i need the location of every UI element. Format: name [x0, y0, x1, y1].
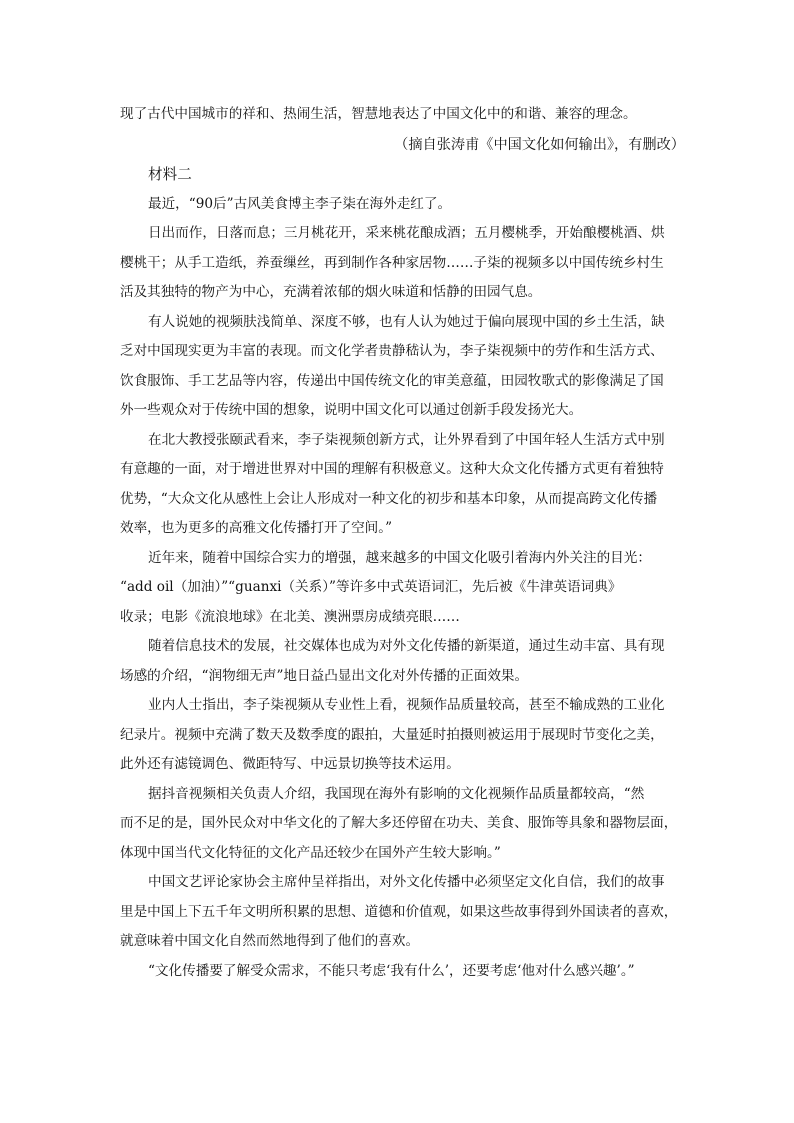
paragraph-line: 中国文艺评论家协会主席仲呈祥指出，对外文化传播中必须坚定文化自信，我们的故事	[148, 874, 665, 890]
paragraph-line: 业内人士指出，李子柒视频从专业性上看，视频作品质量较高，甚至不输成熟的工业化	[148, 697, 665, 713]
paragraph-line: 在北大教授张颐武看来，李子柒视频创新方式，让外界看到了中国年轻人生活方式中别	[148, 431, 665, 448]
paragraph-line: 此外还有滤镜调色、微距特写、中远景切换等技术运用。	[120, 756, 460, 772]
paragraph-line: 有意趣的一面，对于增进世界对中国的理解有积极意义。这种大众文化传播方式更有着独特	[120, 461, 664, 477]
paragraph-line: 活及其独特的物产为中心，充满着浓郁的烟火味道和恬静的田园气息。	[120, 284, 542, 300]
paragraph	[120, 426, 685, 544]
paragraph-line: 日出而作，日落而息；三月桃花开，采来桃花酿成酒；五月樱桃季，开始酿樱桃酒、烘	[148, 225, 665, 241]
source-citation: （摘自张涛甫《中国文化如何输出》，有删改）	[394, 136, 685, 153]
paragraph-line: 近年来，随着中国综合实力的增强，越来越多的中国文化吸引着海内外关注的目光：	[148, 549, 651, 566]
paragraph-line: 饮食服饰、手工艺品等内容，传递出中国传统文化的审美意蕴，田园牧歌式的影像满足了国	[120, 372, 664, 389]
paragraph-line: 外一些观众对于传统中国的想象，说明中国文化可以通过创新手段发扬光大。	[120, 402, 583, 418]
paragraph-line: 体现中国当代文化特征的文化产品还较少在国外产生较大影响。”	[120, 844, 501, 861]
paragraph	[120, 780, 685, 869]
paragraph-line: 樱桃干；从手工造纸，养蚕缫丝，再到制作各种家居物……子柒的视频多以中国传统乡村生	[120, 254, 664, 271]
paragraph-line: 效率，也为更多的高雅文化传播打开了空间。”	[120, 520, 393, 536]
paragraph-line: 场感的介绍，“润物细无声”地日益凸显出文化对外传播的正面效果。	[120, 667, 529, 684]
paragraph	[120, 868, 685, 957]
paragraph	[120, 190, 685, 220]
paragraph	[120, 632, 685, 691]
paragraph-line: “文化传播要了解受众需求，不能只考虑‘我有什么’，还要考虑‘他对什么感兴趣’。”	[148, 962, 635, 979]
paragraph-line: 有人说她的视频肤浅简单、深度不够，也有人认为她过于偏向展现中国的乡土生活，缺	[148, 313, 665, 330]
paragraph-line: 而不足的是，国外民众对中华文化的了解大多还停留在功夫、美食、服饰等具象和器物层面，	[120, 815, 678, 831]
paragraph	[120, 957, 685, 987]
paragraph	[120, 691, 685, 780]
paragraph	[120, 544, 685, 633]
paragraph-line: 最近，“90后”古风美食博主李子柒在海外走红了。	[148, 195, 452, 212]
paragraph-line: 就意味着中国文化自然而然地得到了他们的喜欢。	[120, 933, 420, 949]
paragraph-line: 优势，“大众文化从感性上会让人形成对一种文化的初步和基本印象，从而提高跨文化传播	[120, 490, 658, 507]
document-page	[120, 100, 685, 986]
paragraph	[120, 308, 685, 426]
paragraph-line: 收录；电影《流浪地球》在北美、澳洲票房成绩亮眼……	[120, 608, 460, 625]
paragraph-line: 纪录片。视频中充满了数天及数季度的跟拍，大量延时拍摄则被运用于展现时节变化之美，	[120, 726, 664, 743]
paragraph-line: “add oil（加油）”“guanxi（关系）”等许多中式英语词汇，先后被《牛津英语词典》	[120, 579, 622, 595]
paragraph-line: 随着信息技术的发展，社交媒体也成为对外文化传播的新渠道，通过生动丰富、具有现	[148, 638, 665, 654]
continuation-line: 现了古代中国城市的祥和、热闹生活，智慧地表达了中国文化中的和谐、兼容的理念。	[120, 106, 637, 122]
paragraph	[120, 219, 685, 308]
paragraph-line: 里是中国上下五千年文明所积累的思想、道德和价值观，如果这些故事得到外国读者的喜欢，	[120, 903, 678, 920]
paragraph-line: 据抖音视频相关负责人介绍，我国现在海外有影响的文化视频作品质量都较高，“然	[148, 785, 645, 802]
section-heading: 材料二	[148, 165, 192, 183]
paragraph-line: 乏对中国现实更为丰富的表现。而文化学者贵静嵇认为，李子柒视频中的劳作和生活方式、	[120, 343, 664, 359]
article-body	[120, 190, 685, 987]
